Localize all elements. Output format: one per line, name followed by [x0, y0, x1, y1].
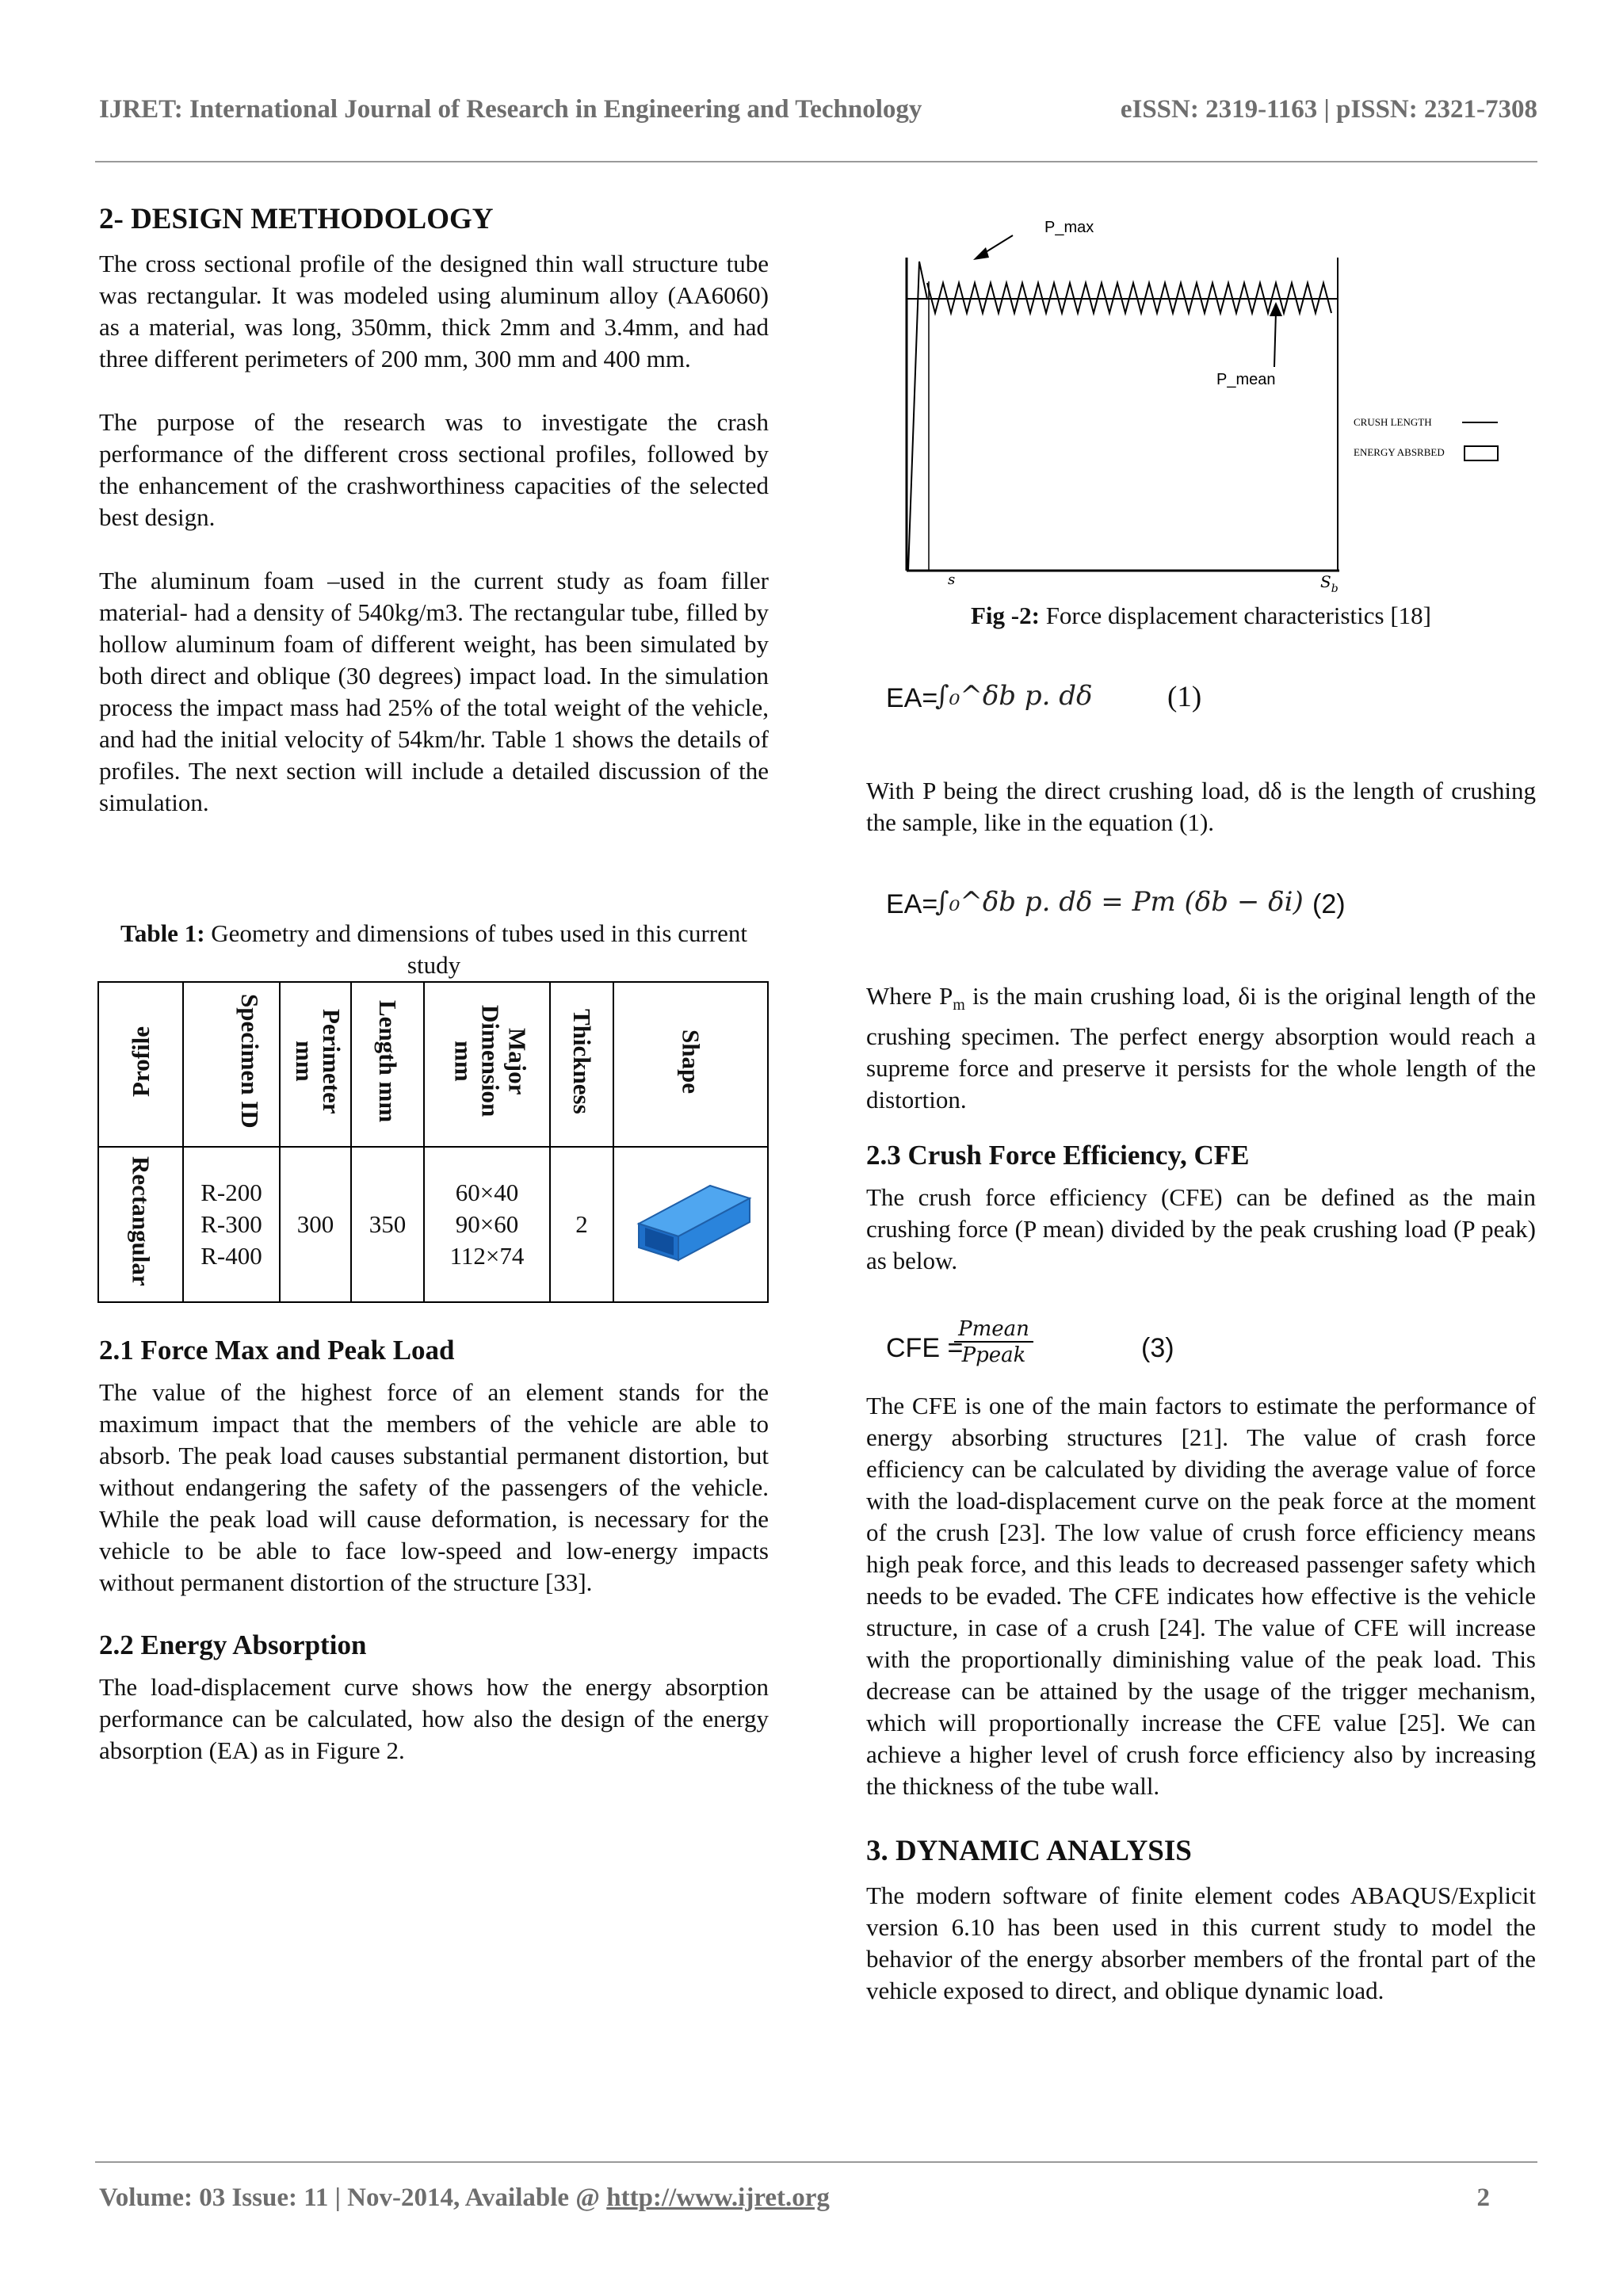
figure-2-caption	[866, 600, 1536, 632]
legend-energy-box	[1465, 446, 1498, 460]
table-1-caption-text: Geometry and dimensions of tubes used in this current study	[211, 919, 747, 979]
figure-2-caption-label: Fig -2:	[970, 602, 1040, 629]
sb-label: $S_b$	[1320, 572, 1338, 595]
section-2-2-title: 2.2 Energy Absorption	[99, 1629, 367, 1660]
cell-dim-2: 90×60	[455, 1210, 519, 1238]
left-column-bottom	[99, 1334, 769, 1767]
page-number: 2	[1476, 2183, 1490, 2212]
pmean-arrowhead	[1270, 302, 1282, 316]
section-2-para-3: The aluminum foam –used in the current study as foam filler material- had a density of 540kg/m3. The rectangular tube, filled by hollow aluminum foam of different weight, has been simulated by both direct and oblique (30 degrees) impact load. In the simulation process the impact mass had 25% of the total weight of the vehicle, and had the initial velocity of 54km/hr. Table 1 shows the details of profiles. The next section will include a detailed discussion of the simulation.	[99, 567, 769, 816]
section-2-para-1: The cross sectional profile of the designed thin wall structure tube was rectangular. It was modeled using aluminum alloy (AA6060) as a material, was long, 350mm, thick 2mm and 3.4mm, and had three different perimeters of 200 mm, 300 mm and 400 mm.	[99, 250, 769, 372]
eq1-number: (1)	[1167, 681, 1202, 713]
cell-perimeter: 300	[280, 1147, 351, 1302]
cell-dimensions	[424, 1147, 550, 1302]
section-2-3-title: 2.3 Crush Force Efficiency, CFE	[866, 1140, 1250, 1171]
force-displacement-chart	[880, 210, 1514, 598]
legend-energy-absorbed: ENERGY ABSRBED	[1354, 446, 1445, 458]
eq1-explanation	[866, 775, 1536, 839]
section-2-title: 2- DESIGN METHODOLOGY	[99, 203, 494, 235]
table-1-caption	[99, 918, 769, 981]
eq2-body: ∫₀^δb p. dδ = Pm (δb − δi)	[935, 886, 1304, 918]
cell-profile: Rectangular	[127, 1156, 155, 1286]
section-2-3-para-2: The CFE is one of the main factors to estimate the performance of energy absorbing structures [21]. The value of crash force efficiency can be calculated by dividing the average value of force with the load-displacement curve on the peak force at the moment of the crush [23]. The low value of crush force efficiency means high peak force, and this leads to decreased passenger safety which needs to be evaded. The CFE indicates how effective is the vehicle structure, in case of a crush [24]. The value of CFE will increase with the proportionally diminishing value of the peak load. This decrease can be attained by the usage of the trigger mechanism, which will proportionally increase the CFE value [25]. We can achieve a higher level of crush force efficiency also by increasing the thickness of the tube wall.	[866, 1392, 1536, 1800]
header-length: Length mm	[374, 999, 402, 1123]
cell-length: 350	[351, 1147, 424, 1302]
pmean-label: P_mean	[1216, 371, 1276, 388]
eq1-lhs: EA=	[886, 683, 938, 713]
eq2-lhs: EA=	[886, 889, 938, 919]
section-3-para: The modern software of finite element codes ABAQUS/Explicit version 6.10 has been used in this current study to model the behavior of the energy absorber members of the frontal part of the vehicle exposed to direct, and oblique dynamic load.	[866, 1881, 1536, 2004]
footer-rule	[95, 2161, 1537, 2163]
eq3-number: (3)	[1141, 1333, 1174, 1363]
equation-1	[886, 674, 1282, 729]
table-1	[97, 981, 769, 1303]
equation-3	[886, 1317, 1203, 1381]
equation-2	[886, 880, 1393, 935]
pmax-arrowhead	[973, 247, 989, 260]
header-profile: Profile	[126, 1026, 155, 1097]
issn: eISSN: 2319-1163 | pISSN: 2321-7308	[1120, 95, 1537, 124]
section-2-1-title: 2.1 Force Max and Peak Load	[99, 1335, 455, 1366]
cell-shape	[613, 1147, 768, 1302]
eq1-body: ∫₀^δb p. dδ	[935, 680, 1093, 712]
section-2-3-para-1: The crush force efficiency (CFE) can be defined as the main crushing force (P mean) divided by the peak crushing load (P peak) as below.	[866, 1183, 1536, 1274]
header-perimeter: Perimeter mm	[291, 1008, 346, 1114]
table-row	[98, 1147, 768, 1302]
section-2-para-2: The purpose of the research was to investigate the crash performance of the different cross sectional profiles, followed by the enhancement of the crashworthiness capacities of the selected best design.	[99, 408, 769, 531]
left-column-top	[99, 202, 769, 819]
figure-2	[880, 210, 1514, 598]
legend-crush-length: CRUSH LENGTH	[1354, 416, 1432, 428]
table-header-row	[98, 982, 768, 1147]
header-major-dimension: Major Dimension mm	[449, 1005, 532, 1117]
eq3-denominator: Ppeak	[961, 1343, 1026, 1367]
initial-peak-curve	[908, 262, 927, 571]
cell-thickness: 2	[550, 1147, 613, 1302]
pmax-label: P_max	[1044, 219, 1094, 236]
header-shape: Shape	[677, 1029, 705, 1094]
table-1-caption-label: Table 1:	[120, 919, 205, 947]
section-2-1-para: The value of the highest force of an element stands for the maximum impact that the members of the vehicle are able to absorb. The peak load causes substantial permanent distortion, but without endangering the safety of the passengers of the vehicle. While the peak load will cause deformation, is necessary for the vehicle to be able to face low-speed and low-energy impacts without permanent distortion of the structure [33].	[99, 1378, 769, 1596]
eq1-after-para: With P being the direct crushing load, dδ is the length of crushing the sample, like in the equation (1).	[866, 777, 1536, 836]
cell-dim-3: 112×74	[449, 1242, 525, 1270]
header-rule	[95, 161, 1537, 162]
cell-id-1: R-200	[200, 1179, 262, 1206]
eq3-lhs: CFE =	[886, 1333, 964, 1363]
eq3-fraction	[954, 1317, 1033, 1368]
section-2-3	[866, 1139, 1536, 1277]
footer-link[interactable]: http://www.ijret.org	[606, 2183, 830, 2212]
eq2-after-para: Where $P_m$ is the main crushing load, δi is the original length of the crushing specimen. The perfect energy absorption would reach a supreme force and preserve it persists for the whole length of the distortion.	[866, 982, 1536, 1114]
cell-id-2: R-300	[200, 1210, 262, 1238]
eq2-number: (2)	[1312, 889, 1346, 919]
figure-2-caption-text: Force displacement characteristics [18]	[1045, 602, 1431, 629]
footer-volume: Volume: 03 Issue: 11 | Nov-2014, Available @	[99, 2183, 607, 2212]
journal-name: IJRET: International Journal of Research in Engineering and Technology	[99, 95, 922, 124]
header-thickness: Thickness	[568, 1008, 596, 1114]
cell-id-3: R-400	[200, 1242, 262, 1270]
cell-specimen-ids	[183, 1147, 280, 1302]
header-specimen-id: Specimen ID	[236, 994, 264, 1129]
cell-dim-1: 60×40	[455, 1179, 519, 1206]
section-3-title: 3. DYNAMIC ANALYSIS	[866, 1835, 1192, 1867]
running-footer	[99, 2183, 1490, 2213]
eq2-explanation	[866, 980, 1536, 1116]
rectangular-tube-image	[628, 1178, 754, 1265]
section-2-3-continued	[866, 1390, 1536, 2007]
eq3-numerator: Pmean	[954, 1317, 1033, 1343]
s-label: s	[948, 571, 956, 588]
pmean-arrow	[1274, 311, 1276, 367]
section-2-2-para: The load-displacement curve shows how the energy absorption performance can be calculated, how also the design of the energy absorption (EA) as in Figure 2.	[99, 1673, 769, 1764]
